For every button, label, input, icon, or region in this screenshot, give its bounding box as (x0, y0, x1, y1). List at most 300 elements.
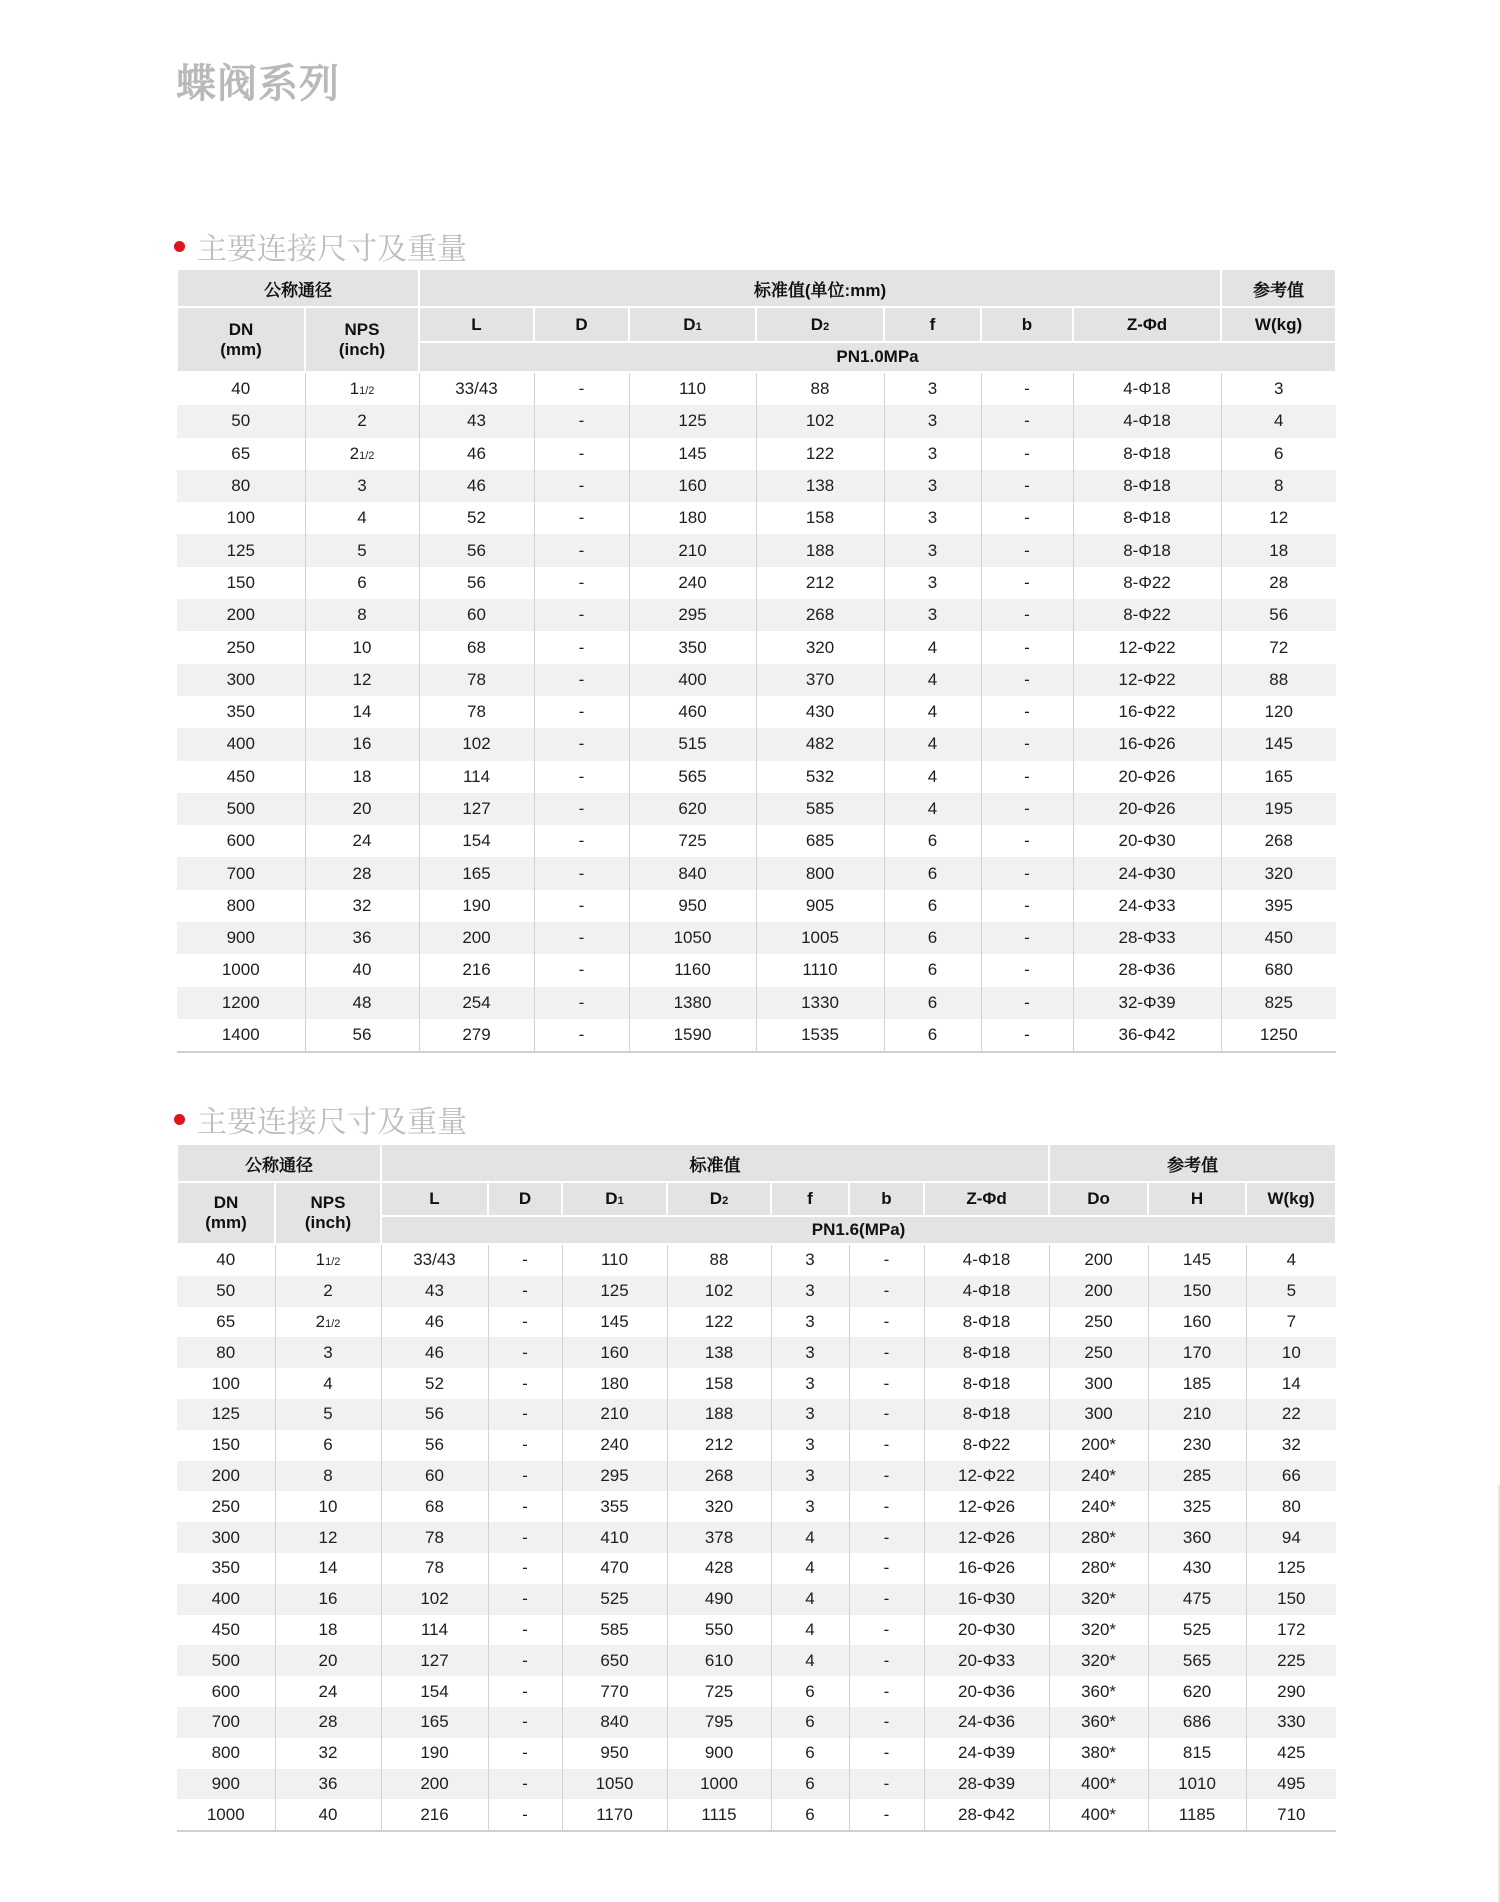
cell-D1: 110 (562, 1244, 667, 1276)
cell-dn: 125 (177, 1399, 275, 1430)
cell-zphid: 20-Φ30 (924, 1615, 1049, 1646)
cell-D: - (488, 1738, 562, 1769)
cell-dn: 50 (177, 1276, 275, 1307)
cell-w: 4 (1246, 1244, 1336, 1276)
cell-b: - (849, 1276, 924, 1307)
cell-f: 6 (771, 1738, 849, 1769)
cell-h: 150 (1148, 1276, 1246, 1307)
cell-b: - (981, 438, 1073, 470)
cell-D2: 102 (756, 405, 884, 437)
cell-D2: 1110 (756, 954, 884, 986)
cell-b: - (849, 1307, 924, 1338)
cell-dn: 450 (177, 1615, 275, 1646)
cell-w: 450 (1221, 922, 1336, 954)
cell-D1: 1380 (629, 987, 756, 1019)
cell-L: 60 (381, 1461, 488, 1492)
cell-b: - (981, 534, 1073, 566)
cell-D: - (534, 567, 629, 599)
col-dn: DN (mm) (177, 307, 305, 372)
cell-L: 78 (419, 664, 534, 696)
cell-b: - (849, 1769, 924, 1800)
cell-D2: 268 (667, 1461, 771, 1492)
cell-nps: 4 (275, 1368, 381, 1399)
cell-L: 216 (381, 1799, 488, 1831)
cell-w: 94 (1246, 1522, 1336, 1553)
cell-w: 330 (1246, 1707, 1336, 1738)
section-title-1 (174, 224, 467, 268)
cell-f: 3 (884, 567, 981, 599)
cell-D: - (534, 470, 629, 502)
table-row (177, 664, 1336, 696)
cell-w: 395 (1221, 890, 1336, 922)
cell-D: - (488, 1307, 562, 1338)
cell-D: - (534, 728, 629, 760)
cell-dn: 80 (177, 1337, 275, 1368)
cell-nps: 20 (275, 1645, 381, 1676)
header-standard-values: 标准值(单位:mm) (419, 269, 1221, 307)
cell-b: - (981, 405, 1073, 437)
cell-w: 18 (1221, 534, 1336, 566)
cell-D2: 550 (667, 1615, 771, 1646)
cell-nps: 2 (275, 1276, 381, 1307)
cell-D: - (534, 502, 629, 534)
cell-zphid: 4-Φ18 (924, 1244, 1049, 1276)
cell-h: 475 (1148, 1584, 1246, 1615)
cell-D1: 350 (629, 631, 756, 663)
cell-D2: 378 (667, 1522, 771, 1553)
cell-do: 400* (1049, 1799, 1148, 1831)
cell-f: 4 (771, 1584, 849, 1615)
cell-D2: 585 (756, 793, 884, 825)
cell-D: - (534, 793, 629, 825)
cell-w: 32 (1246, 1430, 1336, 1461)
cell-w: 56 (1221, 599, 1336, 631)
cell-D: - (488, 1553, 562, 1584)
cell-b: - (981, 890, 1073, 922)
bullet-dot-icon (174, 241, 185, 252)
cell-L: 78 (381, 1522, 488, 1553)
cell-f: 3 (771, 1368, 849, 1399)
cell-b: - (849, 1738, 924, 1769)
cell-b: - (849, 1522, 924, 1553)
cell-D2: 158 (756, 502, 884, 534)
cell-nps: 8 (305, 599, 419, 631)
cell-f: 6 (884, 1019, 981, 1052)
cell-D2: 428 (667, 1553, 771, 1584)
cell-f: 4 (771, 1645, 849, 1676)
cell-D: - (534, 987, 629, 1019)
cell-D1: 410 (562, 1522, 667, 1553)
cell-D2: 122 (667, 1307, 771, 1338)
cell-D2: 320 (756, 631, 884, 663)
cell-w: 66 (1246, 1461, 1336, 1492)
cell-nps: 5 (275, 1399, 381, 1430)
table-row (177, 761, 1336, 793)
cell-b: - (981, 987, 1073, 1019)
cell-D2: 905 (756, 890, 884, 922)
cell-D: - (488, 1368, 562, 1399)
cell-w: 7 (1246, 1307, 1336, 1338)
cell-zphid: 20-Φ26 (1073, 761, 1221, 793)
cell-do: 400* (1049, 1769, 1148, 1800)
cell-D2: 900 (667, 1738, 771, 1769)
bullet-dot-icon (174, 1114, 185, 1125)
cell-zphid: 28-Φ36 (1073, 954, 1221, 986)
cell-h: 185 (1148, 1368, 1246, 1399)
cell-b: - (849, 1553, 924, 1584)
header-standard-values: 标准值 (381, 1144, 1049, 1182)
cell-b: - (981, 761, 1073, 793)
cell-D1: 840 (629, 857, 756, 889)
cell-nps: 4 (305, 502, 419, 534)
cell-b: - (981, 567, 1073, 599)
cell-D1: 180 (562, 1368, 667, 1399)
cell-D1: 620 (629, 793, 756, 825)
cell-D: - (488, 1276, 562, 1307)
cell-f: 3 (771, 1430, 849, 1461)
cell-b: - (981, 793, 1073, 825)
cell-zphid: 36-Φ42 (1073, 1019, 1221, 1052)
table-row (177, 728, 1336, 760)
cell-dn: 150 (177, 567, 305, 599)
cell-f: 3 (884, 405, 981, 437)
cell-D2: 138 (667, 1337, 771, 1368)
col-l: L (419, 307, 534, 342)
col-d: D (488, 1182, 562, 1216)
cell-dn: 250 (177, 631, 305, 663)
col-d2: D2 (756, 307, 884, 342)
table-row (177, 1430, 1336, 1461)
cell-h: 145 (1148, 1244, 1246, 1276)
cell-L: 102 (381, 1584, 488, 1615)
cell-D1: 240 (562, 1430, 667, 1461)
cell-h: 360 (1148, 1522, 1246, 1553)
cell-dn: 1000 (177, 954, 305, 986)
cell-D1: 240 (629, 567, 756, 599)
cell-L: 78 (381, 1553, 488, 1584)
cell-w: 268 (1221, 825, 1336, 857)
cell-b: - (981, 664, 1073, 696)
col-weight: W(kg) (1246, 1182, 1336, 1216)
cell-D2: 320 (667, 1491, 771, 1522)
cell-D: - (534, 372, 629, 405)
cell-b: - (849, 1244, 924, 1276)
table-row (177, 1244, 1336, 1276)
cell-do: 280* (1049, 1553, 1148, 1584)
cell-D2: 800 (756, 857, 884, 889)
cell-h: 170 (1148, 1337, 1246, 1368)
cell-f: 3 (884, 534, 981, 566)
cell-D1: 1160 (629, 954, 756, 986)
cell-L: 52 (381, 1368, 488, 1399)
cell-D1: 160 (629, 470, 756, 502)
cell-zphid: 8-Φ18 (1073, 438, 1221, 470)
cell-zphid: 16-Φ26 (924, 1553, 1049, 1584)
cell-dn: 500 (177, 793, 305, 825)
cell-f: 3 (771, 1307, 849, 1338)
cell-D2: 1535 (756, 1019, 884, 1052)
cell-b: - (981, 631, 1073, 663)
cell-dn: 40 (177, 372, 305, 405)
cell-L: 114 (381, 1615, 488, 1646)
cell-D: - (488, 1676, 562, 1707)
pressure-rating: PN1.0MPa (419, 342, 1336, 372)
cell-b: - (981, 954, 1073, 986)
cell-f: 6 (771, 1676, 849, 1707)
table-row (177, 793, 1336, 825)
cell-w: 5 (1246, 1276, 1336, 1307)
cell-h: 620 (1148, 1676, 1246, 1707)
cell-do: 250 (1049, 1337, 1148, 1368)
cell-nps: 11/2 (305, 372, 419, 405)
cell-do: 200 (1049, 1244, 1148, 1276)
cell-b: - (981, 825, 1073, 857)
col-do: Do (1049, 1182, 1148, 1216)
cell-w: 28 (1221, 567, 1336, 599)
cell-D: - (534, 954, 629, 986)
cell-zphid: 8-Φ18 (924, 1307, 1049, 1338)
cell-zphid: 24-Φ36 (924, 1707, 1049, 1738)
table-row (177, 1337, 1336, 1368)
cell-f: 3 (771, 1276, 849, 1307)
cell-zphid: 8-Φ18 (1073, 502, 1221, 534)
cell-L: 52 (419, 502, 534, 534)
table-row (177, 502, 1336, 534)
cell-D: - (534, 857, 629, 889)
cell-dn: 600 (177, 825, 305, 857)
col-d: D (534, 307, 629, 342)
cell-zphid: 4-Φ18 (924, 1276, 1049, 1307)
table-row (177, 372, 1336, 405)
cell-nps: 8 (275, 1461, 381, 1492)
cell-b: - (981, 728, 1073, 760)
cell-b: - (849, 1676, 924, 1707)
cell-D: - (488, 1430, 562, 1461)
cell-nps: 56 (305, 1019, 419, 1052)
cell-D: - (488, 1244, 562, 1276)
cell-D: - (534, 890, 629, 922)
cell-dn: 600 (177, 1676, 275, 1707)
cell-D: - (488, 1522, 562, 1553)
cell-dn: 100 (177, 1368, 275, 1399)
table-row (177, 1645, 1336, 1676)
cell-b: - (981, 922, 1073, 954)
cell-L: 46 (419, 470, 534, 502)
cell-dn: 1200 (177, 987, 305, 1019)
col-d1: D1 (562, 1182, 667, 1216)
table-row (177, 954, 1336, 986)
cell-dn: 300 (177, 664, 305, 696)
cell-D: - (488, 1645, 562, 1676)
cell-D2: 490 (667, 1584, 771, 1615)
cell-D2: 1115 (667, 1799, 771, 1831)
cell-D1: 585 (562, 1615, 667, 1646)
cell-nps: 10 (275, 1491, 381, 1522)
cell-w: 72 (1221, 631, 1336, 663)
cell-zphid: 12-Φ26 (924, 1522, 1049, 1553)
table-row (177, 534, 1336, 566)
cell-do: 320* (1049, 1584, 1148, 1615)
pressure-rating: PN1.6(MPa) (381, 1216, 1336, 1244)
cell-L: 33/43 (381, 1244, 488, 1276)
cell-dn: 350 (177, 1553, 275, 1584)
cell-L: 56 (419, 534, 534, 566)
cell-D2: 212 (667, 1430, 771, 1461)
cell-f: 6 (884, 857, 981, 889)
cell-nps: 18 (305, 761, 419, 793)
cell-nps: 24 (305, 825, 419, 857)
cell-L: 127 (381, 1645, 488, 1676)
cell-dn: 350 (177, 696, 305, 728)
cell-D2: 1330 (756, 987, 884, 1019)
cell-D2: 795 (667, 1707, 771, 1738)
cell-zphid: 20-Φ33 (924, 1645, 1049, 1676)
table-row (177, 1553, 1336, 1584)
cell-b: - (981, 502, 1073, 534)
cell-zphid: 16-Φ30 (924, 1584, 1049, 1615)
cell-zphid: 8-Φ18 (1073, 534, 1221, 566)
cell-nps: 11/2 (275, 1244, 381, 1276)
cell-f: 4 (884, 761, 981, 793)
cell-L: 56 (419, 567, 534, 599)
cell-D2: 188 (667, 1399, 771, 1430)
cell-b: - (981, 599, 1073, 631)
cell-L: 43 (419, 405, 534, 437)
cell-nps: 6 (305, 567, 419, 599)
table-row (177, 1584, 1336, 1615)
cell-w: 225 (1246, 1645, 1336, 1676)
section-title-text: 主要连接尺寸及重量 (197, 1105, 467, 1140)
cell-dn: 200 (177, 599, 305, 631)
cell-D2: 212 (756, 567, 884, 599)
section-title-2 (174, 1097, 467, 1141)
cell-dn: 100 (177, 502, 305, 534)
cell-zphid: 20-Φ36 (924, 1676, 1049, 1707)
cell-D1: 145 (629, 438, 756, 470)
cell-D2: 138 (756, 470, 884, 502)
cell-D2: 725 (667, 1676, 771, 1707)
cell-nps: 6 (275, 1430, 381, 1461)
cell-L: 46 (381, 1307, 488, 1338)
cell-nps: 21/2 (275, 1307, 381, 1338)
table-row (177, 1799, 1336, 1831)
cell-D: - (534, 922, 629, 954)
cell-w: 14 (1246, 1368, 1336, 1399)
cell-dn: 800 (177, 890, 305, 922)
cell-D: - (488, 1799, 562, 1831)
cell-dn: 125 (177, 534, 305, 566)
cell-w: 165 (1221, 761, 1336, 793)
cell-D1: 210 (562, 1399, 667, 1430)
cell-f: 4 (771, 1553, 849, 1584)
cell-D1: 210 (629, 534, 756, 566)
cell-w: 12 (1221, 502, 1336, 534)
header-reference-values: 参考值 (1049, 1144, 1336, 1182)
header-nominal-diameter: 公称通径 (177, 269, 419, 307)
cell-dn: 800 (177, 1738, 275, 1769)
cell-f: 3 (884, 372, 981, 405)
cell-f: 4 (884, 664, 981, 696)
col-nps: NPS (inch) (305, 307, 419, 372)
cell-D1: 840 (562, 1707, 667, 1738)
cell-D: - (488, 1337, 562, 1368)
cell-L: 46 (419, 438, 534, 470)
page-title: 蝶阀系列 (176, 61, 340, 107)
cell-b: - (981, 857, 1073, 889)
cell-zphid: 8-Φ18 (924, 1368, 1049, 1399)
cell-w: 1250 (1221, 1019, 1336, 1052)
cell-do: 320* (1049, 1615, 1148, 1646)
cell-b: - (849, 1707, 924, 1738)
cell-w: 4 (1221, 405, 1336, 437)
table-row (177, 1307, 1336, 1338)
cell-dn: 900 (177, 1769, 275, 1800)
cell-D2: 370 (756, 664, 884, 696)
cell-f: 6 (771, 1707, 849, 1738)
table-row (177, 857, 1336, 889)
cell-do: 380* (1049, 1738, 1148, 1769)
cell-D1: 125 (629, 405, 756, 437)
table-row (177, 922, 1336, 954)
col-d2: D2 (667, 1182, 771, 1216)
table-row (177, 470, 1336, 502)
cell-b: - (981, 372, 1073, 405)
table-row (177, 438, 1336, 470)
cell-w: 290 (1246, 1676, 1336, 1707)
cell-zphid: 28-Φ42 (924, 1799, 1049, 1831)
cell-D1: 1050 (629, 922, 756, 954)
spec-table-pn10 (176, 268, 1337, 1053)
cell-w: 495 (1246, 1769, 1336, 1800)
cell-nps: 40 (275, 1799, 381, 1831)
cell-L: 127 (419, 793, 534, 825)
cell-nps: 16 (275, 1584, 381, 1615)
cell-dn: 900 (177, 922, 305, 954)
cell-D1: 295 (562, 1461, 667, 1492)
header-reference-values: 参考值 (1221, 269, 1336, 307)
cell-w: 88 (1221, 664, 1336, 696)
cell-f: 3 (884, 438, 981, 470)
cell-f: 3 (771, 1337, 849, 1368)
cell-dn: 50 (177, 405, 305, 437)
cell-zphid: 8-Φ18 (924, 1399, 1049, 1430)
cell-dn: 40 (177, 1244, 275, 1276)
cell-f: 3 (884, 599, 981, 631)
cell-b: - (849, 1430, 924, 1461)
cell-b: - (981, 1019, 1073, 1052)
cell-zphid: 12-Φ26 (924, 1491, 1049, 1522)
cell-L: 190 (419, 890, 534, 922)
cell-w: 22 (1246, 1399, 1336, 1430)
col-weight: W(kg) (1221, 307, 1336, 342)
cell-zphid: 4-Φ18 (1073, 372, 1221, 405)
cell-D: - (534, 1019, 629, 1052)
cell-h: 525 (1148, 1615, 1246, 1646)
cell-D1: 460 (629, 696, 756, 728)
cell-L: 78 (419, 696, 534, 728)
cell-D2: 610 (667, 1645, 771, 1676)
cell-nps: 2 (305, 405, 419, 437)
cell-D2: 1000 (667, 1769, 771, 1800)
col-f: f (884, 307, 981, 342)
cell-h: 230 (1148, 1430, 1246, 1461)
cell-f: 6 (884, 954, 981, 986)
cell-D: - (534, 438, 629, 470)
cell-b: - (849, 1645, 924, 1676)
cell-b: - (849, 1399, 924, 1430)
cell-zphid: 24-Φ33 (1073, 890, 1221, 922)
cell-b: - (981, 470, 1073, 502)
